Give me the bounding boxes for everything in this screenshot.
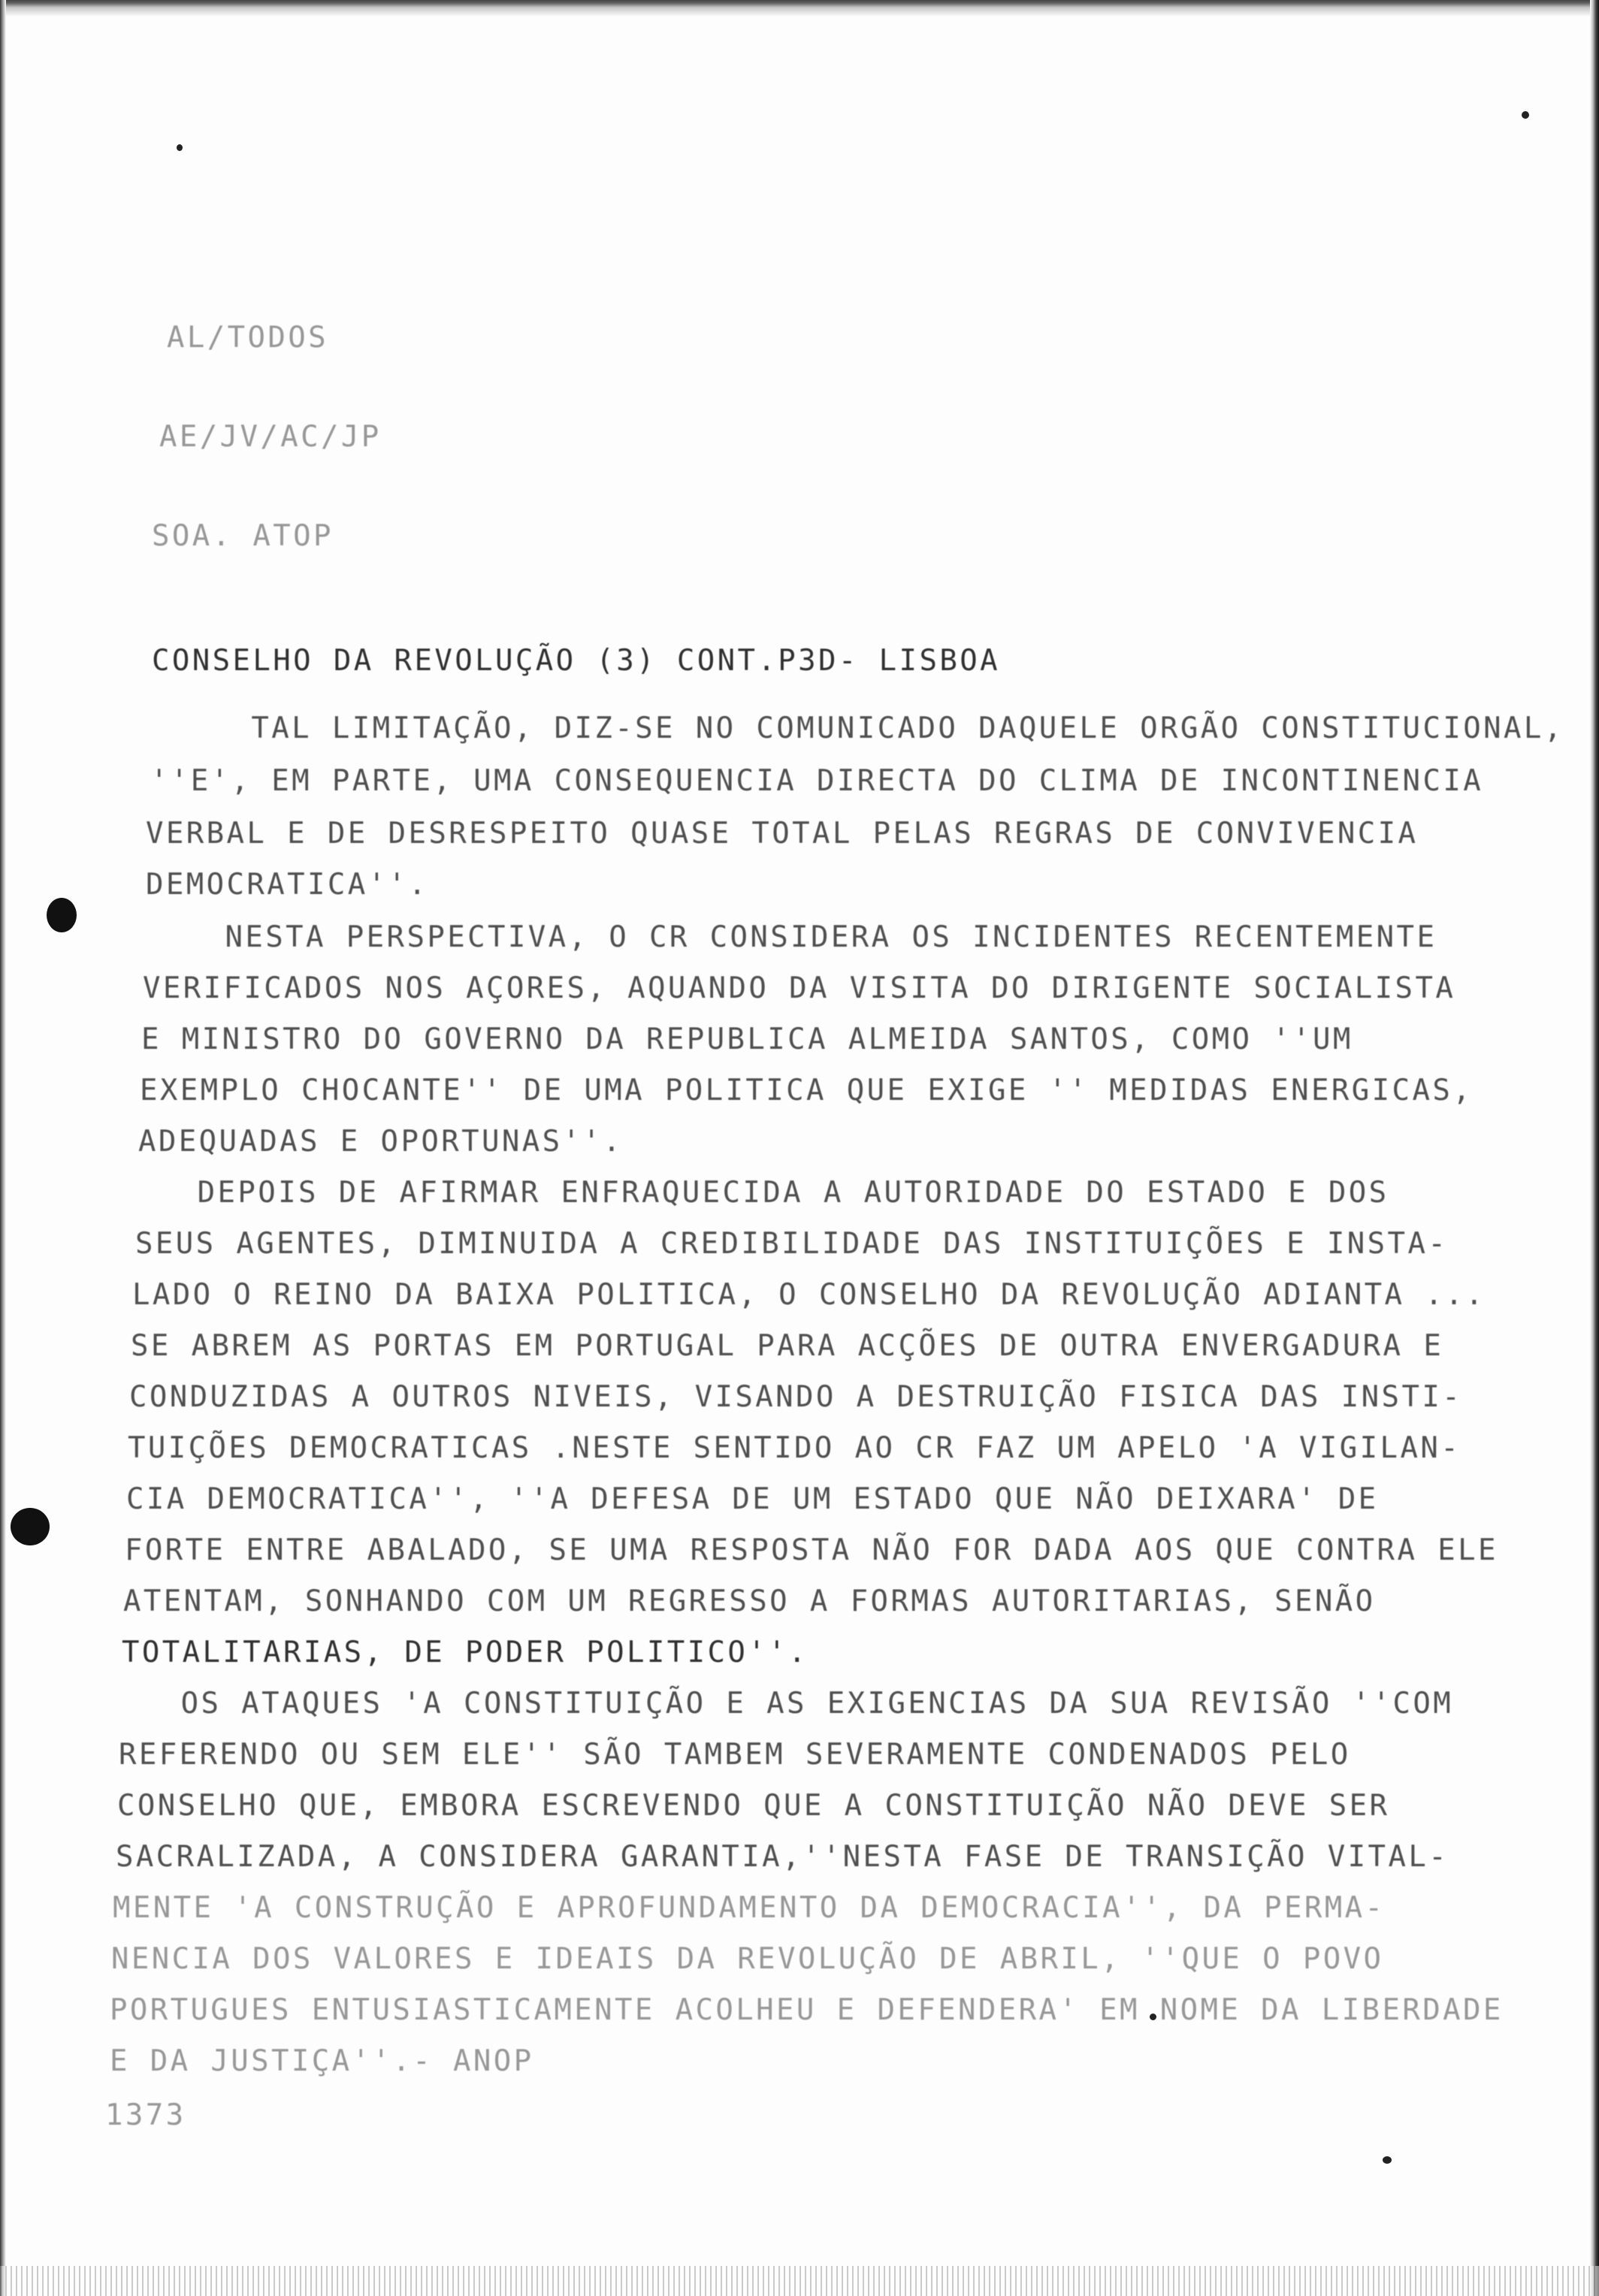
body-line: CONDUZIDAS A OUTROS NIVEIS, VISANDO A DESTRUIÇÃO FISICA DAS INSTI- — [129, 1380, 1463, 1414]
scan-speck — [1522, 111, 1529, 119]
body-line: E MINISTRO DO GOVERNO DA REPUBLICA ALMEIDA SANTOS, COMO ''UM — [141, 1023, 1353, 1056]
page-stamp: 1373 — [105, 2098, 186, 2132]
scan-speck — [177, 144, 183, 151]
scan-edge-left — [0, 0, 6, 2296]
body-line: SACRALIZADA, A CONSIDERA GARANTIA,''NESTA FASE DE TRANSIÇÃO VITAL- — [116, 1840, 1449, 1874]
body-line: DEMOCRATICA''. — [146, 868, 429, 902]
body-line: OS ATAQUES 'A CONSTITUIÇÃO E AS EXIGENCIAS DA SUA REVISÃO ''COM — [120, 1687, 1454, 1720]
body-line: CONSELHO QUE, EMBORA ESCREVENDO QUE A CONSTITUIÇÃO NÃO DEVE SER — [117, 1789, 1390, 1823]
punch-hole — [47, 898, 77, 932]
routing-line-2: AE/JV/AC/JP — [159, 420, 382, 454]
body-line: ADEQUADAS E OPORTUNAS''. — [138, 1125, 624, 1159]
body-line: VERIFICADOS NOS AÇORES, AQUANDO DA VISITA DO DIRIGENTE SOCIALISTA — [143, 971, 1456, 1005]
body-line: LADO O REINO DA BAIXA POLITICA, O CONSELHO DA REVOLUÇÃO ADIANTA ... — [132, 1278, 1486, 1312]
dispatch-title: CONSELHO DA REVOLUÇÃO (3) CONT.P3D- LISBOA — [152, 644, 1000, 678]
body-line: NENCIA DOS VALORES E IDEAIS DA REVOLUÇÃO DE ABRIL, ''QUE O POVO — [111, 1942, 1384, 1976]
routing-line-1: AL/TODOS — [167, 321, 329, 355]
body-line: CIA DEMOCRATICA'', ''A DEFESA DE UM ESTADO QUE NÃO DEIXARA' DE — [126, 1482, 1379, 1516]
routing-line-3: SOA. ATOP — [152, 519, 334, 553]
body-line: TOTALITARIAS, DE PODER POLITICO''. — [122, 1636, 809, 1669]
scan-edge-top — [0, 0, 1599, 17]
body-line: ATENTAM, SONHANDO COM UM REGRESSO A FORMAS AUTORITARIAS, SENÃO — [123, 1585, 1376, 1618]
body-line: SE ABREM AS PORTAS EM PORTUGAL PARA ACÇÕES DE OUTRA ENVERGADURA E — [131, 1329, 1444, 1363]
scan-speck — [1383, 2156, 1392, 2164]
body-line: EXEMPLO CHOCANTE'' DE UMA POLITICA QUE EXIGE '' MEDIDAS ENERGICAS, — [140, 1074, 1474, 1107]
body-line: PORTUGUES ENTUSIASTICAMENTE ACOLHEU E DEFENDERA' EM NOME DA LIBERDADE — [110, 1993, 1504, 2027]
body-line: REFERENDO OU SEM ELE'' SÃO TAMBEM SEVERAMENTE CONDENADOS PELO — [119, 1738, 1351, 1772]
body-line: TAL LIMITAÇÃO, DIZ-SE NO COMUNICADO DAQUELE ORGÃO CONSTITUCIONAL, — [150, 711, 1564, 745]
scan-edge-bottom — [0, 2266, 1599, 2296]
body-line: DEPOIS DE AFIRMAR ENFRAQUECIDA A AUTORIDADE DO ESTADO E DOS — [137, 1176, 1389, 1210]
body-line: VERBAL E DE DESRESPEITO QUASE TOTAL PELAS REGRAS DE CONVIVENCIA — [146, 817, 1419, 850]
body-line: MENTE 'A CONSTRUÇÃO E APROFUNDAMENTO DA DEMOCRACIA'', DA PERMA- — [113, 1891, 1386, 1925]
body-line: FORTE ENTRE ABALADO, SE UMA RESPOSTA NÃO FOR DADA AOS QUE CONTRA ELE — [125, 1533, 1498, 1567]
body-line: NESTA PERSPECTIVA, O CR CONSIDERA OS INCIDENTES RECENTEMENTE — [144, 920, 1437, 954]
body-line: TUIÇÕES DEMOCRATICAS .NESTE SENTIDO AO CR FAZ UM APELO 'A VIGILAN- — [128, 1431, 1461, 1465]
scan-edge-right — [1590, 0, 1599, 2296]
body-line: ''E', EM PARTE, UMA CONSEQUENCIA DIRECTA DO CLIMA DE INCONTINENCIA — [150, 764, 1484, 798]
body-line: E DA JUSTIÇA''.- ANOP — [110, 2044, 534, 2078]
punch-hole — [11, 1508, 50, 1545]
body-line: SEUS AGENTES, DIMINUIDA A CREDIBILIDADE DAS INSTITUIÇÕES E INSTA- — [135, 1227, 1449, 1261]
